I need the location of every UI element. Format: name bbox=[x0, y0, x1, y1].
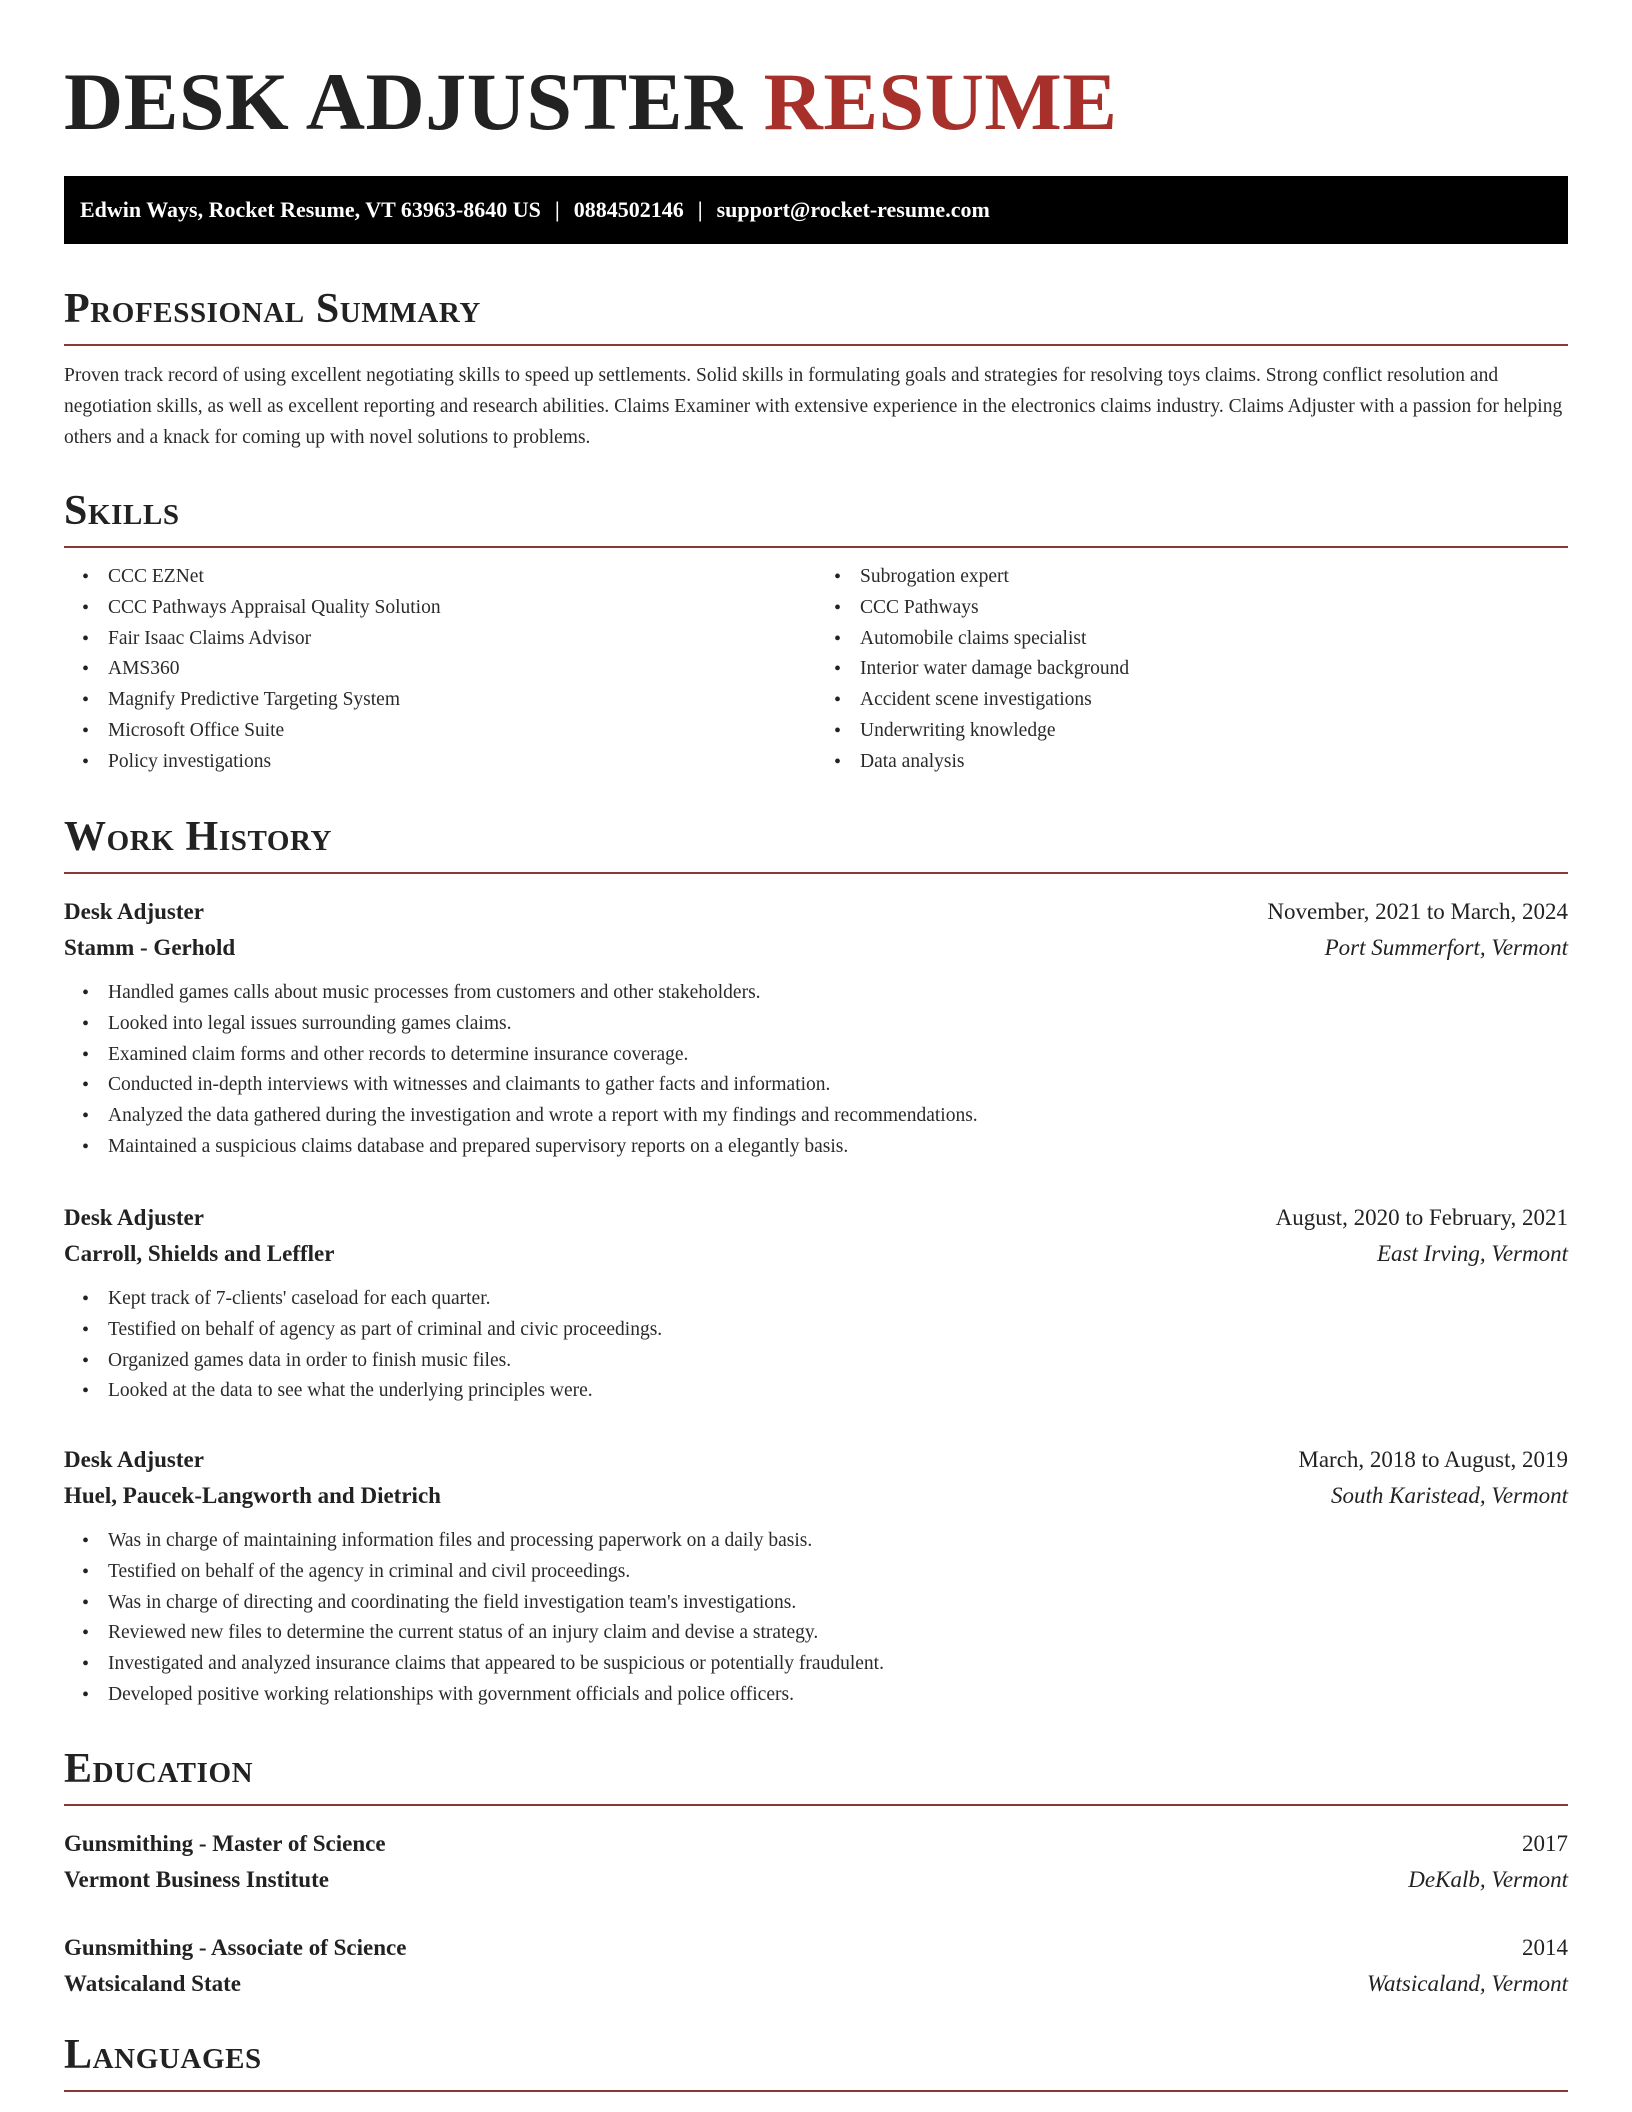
languages-section bbox=[64, 2030, 1568, 2092]
job-bullet: • Developed positive working relationships with government officials and police officers. bbox=[108, 1680, 1568, 1711]
job-location: South Karistead, Vermont bbox=[1330, 1483, 1568, 1508]
job-bullet: • Testified on behalf of agency as part of criminal and civic proceedings. bbox=[108, 1315, 1568, 1346]
contact-separator: | bbox=[697, 197, 703, 222]
job-bullet: • Looked into legal issues surrounding games claims. bbox=[108, 1009, 1568, 1040]
contact-separator: | bbox=[554, 197, 560, 222]
job-bullet: • Kept track of 7-clients' caseload for each quarter. bbox=[108, 1284, 1568, 1315]
job-responsibilities bbox=[64, 1284, 1568, 1407]
job-title: Desk Adjuster bbox=[64, 1447, 204, 1472]
company-name: Stamm - Gerhold bbox=[64, 935, 236, 960]
section-divider bbox=[64, 872, 1568, 874]
skills-grid bbox=[64, 562, 1568, 778]
education-entry bbox=[64, 1930, 1568, 2002]
section-title-education: Education bbox=[64, 1746, 254, 1792]
summary-text: Proven track record of using excellent negotiating skills to speed up settlements. Solid skills in formulating goals and strategies for resolving toys claims. Strong conflict resolution and negotiation skills, as well as excellent reporting and research abilities. Claims Examiner with extensive experience in the electronics claims industry. Claims Adjuster with a passion for helping others and a knack for coming up with novel solutions to problems. bbox=[64, 365, 1563, 448]
job-bullet: • Analyzed the data gathered during the investigation and wrote a report with my findings and recommendations. bbox=[108, 1101, 1568, 1132]
education-section bbox=[64, 1744, 1568, 1806]
job-bullet: • Looked at the data to see what the underlying principles were. bbox=[108, 1376, 1568, 1407]
section-divider bbox=[64, 2090, 1568, 2092]
skills-list-right bbox=[816, 562, 1568, 778]
contact-phone: 0884502146 bbox=[573, 197, 684, 222]
skill-item: • CCC Pathways bbox=[860, 593, 1568, 624]
school-name: Vermont Business Institute bbox=[64, 1867, 329, 1892]
work-history-section bbox=[64, 812, 1568, 874]
job-bullet: • Testified on behalf of the agency in criminal and civil proceedings. bbox=[108, 1557, 1568, 1588]
job-dates: August, 2020 to February, 2021 bbox=[1275, 1205, 1568, 1230]
skill-item: • AMS360 bbox=[108, 654, 816, 685]
skill-item: • Magnify Predictive Targeting System bbox=[108, 685, 816, 716]
degree-name: Gunsmithing - Master of Science bbox=[64, 1831, 386, 1856]
job-bullet: • Organized games data in order to finish music files. bbox=[108, 1346, 1568, 1377]
education-entry bbox=[64, 1826, 1568, 1898]
school-name: Watsicaland State bbox=[64, 1971, 241, 1996]
section-title-work-history: Work History bbox=[64, 814, 333, 860]
job-bullet: • Reviewed new files to determine the current status of an injury claim and devise a strategy. bbox=[108, 1618, 1568, 1649]
contact-address: Edwin Ways, Rocket Resume, VT 63963-8640 US bbox=[80, 197, 541, 222]
job-title: Desk Adjuster bbox=[64, 1205, 204, 1230]
degree-name: Gunsmithing - Associate of Science bbox=[64, 1935, 407, 1960]
summary-section bbox=[64, 284, 1568, 453]
skill-item: • Microsoft Office Suite bbox=[108, 716, 816, 747]
job-bullet: • Conducted in-depth interviews with witnesses and claimants to gather facts and information. bbox=[108, 1070, 1568, 1101]
graduation-year: 2014 bbox=[1522, 1935, 1568, 1960]
skill-item: • Fair Isaac Claims Advisor bbox=[108, 624, 816, 655]
job-location: East Irving, Vermont bbox=[1376, 1241, 1568, 1266]
job-responsibilities bbox=[64, 978, 1568, 1163]
section-divider bbox=[64, 344, 1568, 346]
contact-bar bbox=[64, 176, 1568, 244]
job-entry bbox=[64, 894, 1568, 1163]
section-divider bbox=[64, 1804, 1568, 1806]
contact-email: support@rocket-resume.com bbox=[716, 197, 990, 222]
company-name: Huel, Paucek-Langworth and Dietrich bbox=[64, 1483, 441, 1508]
job-bullet: • Investigated and analyzed insurance claims that appeared to be suspicious or potentially fraudulent. bbox=[108, 1649, 1568, 1680]
skill-item: • Automobile claims specialist bbox=[860, 624, 1568, 655]
job-bullet: • Examined claim forms and other records to determine insurance coverage. bbox=[108, 1040, 1568, 1071]
job-title: Desk Adjuster bbox=[64, 899, 204, 924]
skill-item: • Interior water damage background bbox=[860, 654, 1568, 685]
skills-list-left bbox=[64, 562, 816, 778]
school-location: DeKalb, Vermont bbox=[1408, 1867, 1568, 1892]
job-bullet: • Handled games calls about music processes from customers and other stakeholders. bbox=[108, 978, 1568, 1009]
resume-content bbox=[64, 0, 1568, 2078]
graduation-year: 2017 bbox=[1522, 1831, 1568, 1856]
section-divider bbox=[64, 546, 1568, 548]
section-title-languages: Languages bbox=[64, 2032, 262, 2078]
resume-title bbox=[64, 0, 1568, 152]
skills-section bbox=[64, 486, 1568, 778]
title-accent: RESUME bbox=[763, 56, 1118, 147]
school-location: Watsicaland, Vermont bbox=[1366, 1971, 1568, 1996]
skill-item: • Subrogation expert bbox=[860, 562, 1568, 593]
job-dates: November, 2021 to March, 2024 bbox=[1267, 899, 1568, 924]
title-main: DESK ADJUSTER bbox=[64, 56, 743, 147]
job-entry bbox=[64, 1442, 1568, 1711]
job-bullet: • Was in charge of maintaining information files and processing paperwork on a daily basis. bbox=[108, 1526, 1568, 1557]
skill-item: • Accident scene investigations bbox=[860, 685, 1568, 716]
job-location: Port Summerfort, Vermont bbox=[1324, 935, 1568, 960]
job-responsibilities bbox=[64, 1526, 1568, 1711]
job-bullet: • Maintained a suspicious claims database and prepared supervisory reports on a elegantly basis. bbox=[108, 1132, 1568, 1163]
job-bullet: • Was in charge of directing and coordinating the field investigation team's investigations. bbox=[108, 1588, 1568, 1619]
skill-item: • Underwriting knowledge bbox=[860, 716, 1568, 747]
skill-item: • CCC EZNet bbox=[108, 562, 816, 593]
company-name: Carroll, Shields and Leffler bbox=[64, 1241, 335, 1266]
job-dates: March, 2018 to August, 2019 bbox=[1298, 1447, 1568, 1472]
skill-item: • CCC Pathways Appraisal Quality Solution bbox=[108, 593, 816, 624]
section-title-summary: Professional Summary bbox=[64, 286, 481, 332]
job-entry bbox=[64, 1200, 1568, 1407]
skill-item: • Data analysis bbox=[860, 747, 1568, 778]
section-title-skills: Skills bbox=[64, 488, 180, 534]
skill-item: • Policy investigations bbox=[108, 747, 816, 778]
